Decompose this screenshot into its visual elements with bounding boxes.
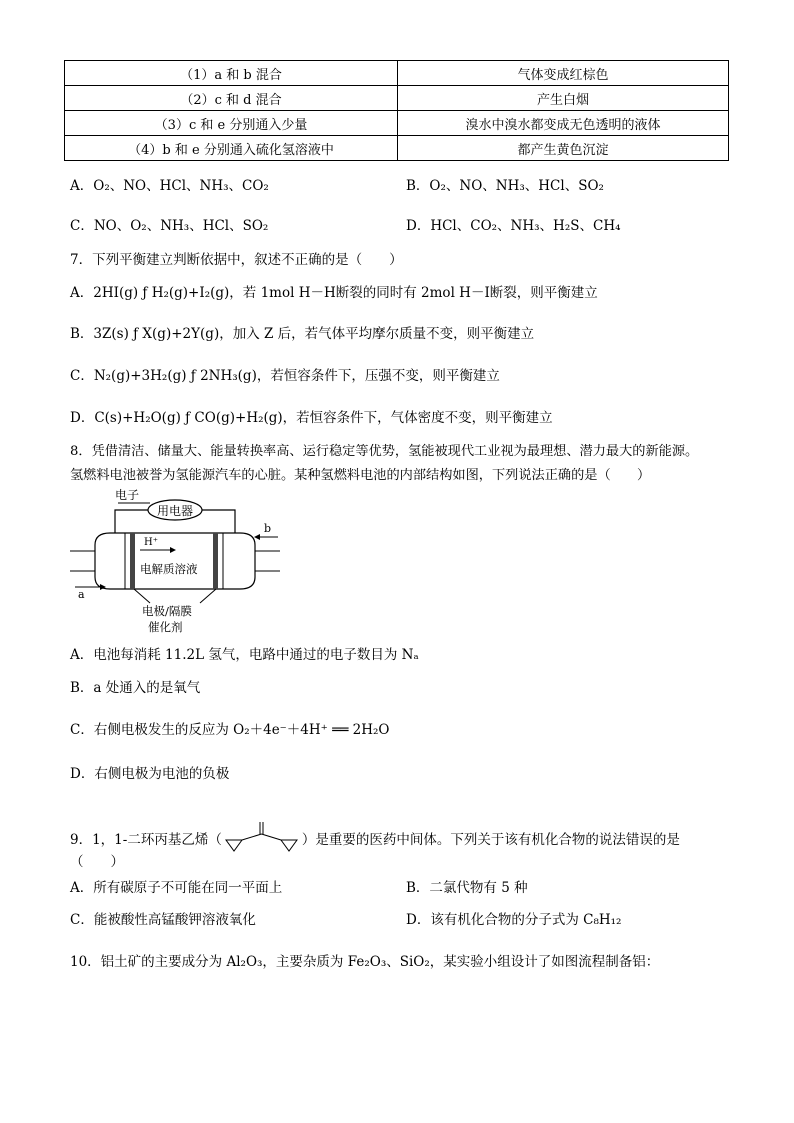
table-cell: （4）b 和 e 分别通入硫化氢溶液中 xyxy=(65,136,398,161)
q8-option-b: B．a 处通入的是氧气 xyxy=(70,680,201,696)
q7-stem: 7．下列平衡建立判断依据中，叙述不正确的是（ ） xyxy=(70,252,403,268)
q7-option-a: A．2HI(g) ƒ H₂(g)+I₂(g)，若 1mol H－H断裂的同时有 2mol H－I断裂，则平衡建立 xyxy=(70,285,598,301)
option-text: NO、O₂、NH₃、HCl、SO₂ xyxy=(93,218,269,234)
fuel-cell-diagram xyxy=(70,485,290,635)
q7-option-b: B．3Z(s) ƒ X(g)+2Y(g)，加入 Z 后，若气体平均摩尔质量不变，则平衡建立 xyxy=(70,326,535,342)
q8-stem-line1: 8．凭借清洁、储量大、能量转换率高、运行稳定等优势，氢能被现代工业视为最理想、潜力最大的新能源。 xyxy=(70,444,699,459)
option-text: O₂、NO、NH₃、HCl、SO₂ xyxy=(429,178,604,194)
q8-option-a: A．电池每消耗 11.2L 氢气，电路中通过的电子数目为 Nₐ xyxy=(70,647,419,663)
option-text: HCl、CO₂、NH₃、H₂S、CH₄ xyxy=(430,218,621,234)
q8-stem-line2: 氢燃料电池被誉为氢能源汽车的心脏。某种氢燃料电池的内部结构如图，下列说法正确的是（ ） xyxy=(70,468,651,483)
electrode-label: 电极/隔膜 xyxy=(142,604,192,618)
q9-stem-post: ）是重要的医药中间体。下列关于该有机化合物的说法错误的是 xyxy=(301,832,680,848)
q6-option-a xyxy=(70,176,269,196)
q10-stem: 10．铝土矿的主要成分为 Al₂O₃，主要杂质为 Fe₂O₃、SiO₂，某实验小组设计了如图流程制备铝： xyxy=(70,954,660,970)
b-label: b xyxy=(264,522,272,535)
q9-stem-pre: 9．1，1-二环丙基乙烯（ xyxy=(70,832,222,848)
experiment-table xyxy=(64,60,729,161)
q7-option-c: C．N₂(g)+3H₂(g) ƒ 2NH₃(g)，若恒容条件下，压强不变，则平衡建立 xyxy=(70,368,500,384)
q8-option-d: D．右侧电极为电池的负极 xyxy=(70,766,230,782)
option-label: D． xyxy=(406,218,431,234)
electron-label: 电子 xyxy=(115,488,140,502)
table-row xyxy=(65,111,729,136)
table-row xyxy=(65,86,729,111)
catalyst-label: 催化剂 xyxy=(148,620,183,634)
table-cell: （1）a 和 b 混合 xyxy=(65,61,398,86)
option-label: A． xyxy=(70,178,94,194)
table-row xyxy=(65,136,729,161)
table-cell: （3）c 和 e 分别通入少量 xyxy=(65,111,398,136)
appliance-label: 用电器 xyxy=(157,504,194,518)
q6-option-b xyxy=(406,176,604,196)
q8-option-c: C．右侧电极发生的反应为 O₂＋4e⁻＋4H⁺ ══ 2H₂O xyxy=(70,722,390,738)
q7-option-d: D．C(s)+H₂O(g) ƒ CO(g)+H₂(g)，若恒容条件下，气体密度不变，则平衡建立 xyxy=(70,410,553,426)
q9-paren: （ ） xyxy=(70,854,124,870)
fuel-cell-svg xyxy=(70,485,290,635)
q9-option-d: D．该有机化合物的分子式为 C₈H₁₂ xyxy=(406,912,622,928)
electrolyte-label: 电解质溶液 xyxy=(140,562,198,576)
q9-option-a: A．所有碳原子不可能在同一平面上 xyxy=(70,880,283,896)
table-cell: （2）c 和 d 混合 xyxy=(65,86,398,111)
hplus-label: H⁺ xyxy=(144,537,158,548)
option-label: B． xyxy=(406,178,430,194)
table-cell: 都产生黄色沉淀 xyxy=(398,136,729,161)
q6-option-d xyxy=(406,216,621,236)
q9-option-b: B．二氯代物有 5 种 xyxy=(406,880,528,896)
q6-option-c xyxy=(70,216,268,236)
table-cell: 溴水中溴水都变成无色透明的液体 xyxy=(398,111,729,136)
a-label: a xyxy=(78,588,85,601)
table-cell: 气体变成红棕色 xyxy=(398,61,729,86)
option-label: C． xyxy=(70,218,94,234)
dicyclopropylethylene-structure xyxy=(222,822,302,852)
table-row xyxy=(65,61,729,86)
option-text: O₂、NO、HCl、NH₃、CO₂ xyxy=(93,178,269,194)
q9-stem xyxy=(70,822,680,852)
q9-option-c: C．能被酸性高锰酸钾溶液氧化 xyxy=(70,912,256,928)
table-cell: 产生白烟 xyxy=(398,86,729,111)
